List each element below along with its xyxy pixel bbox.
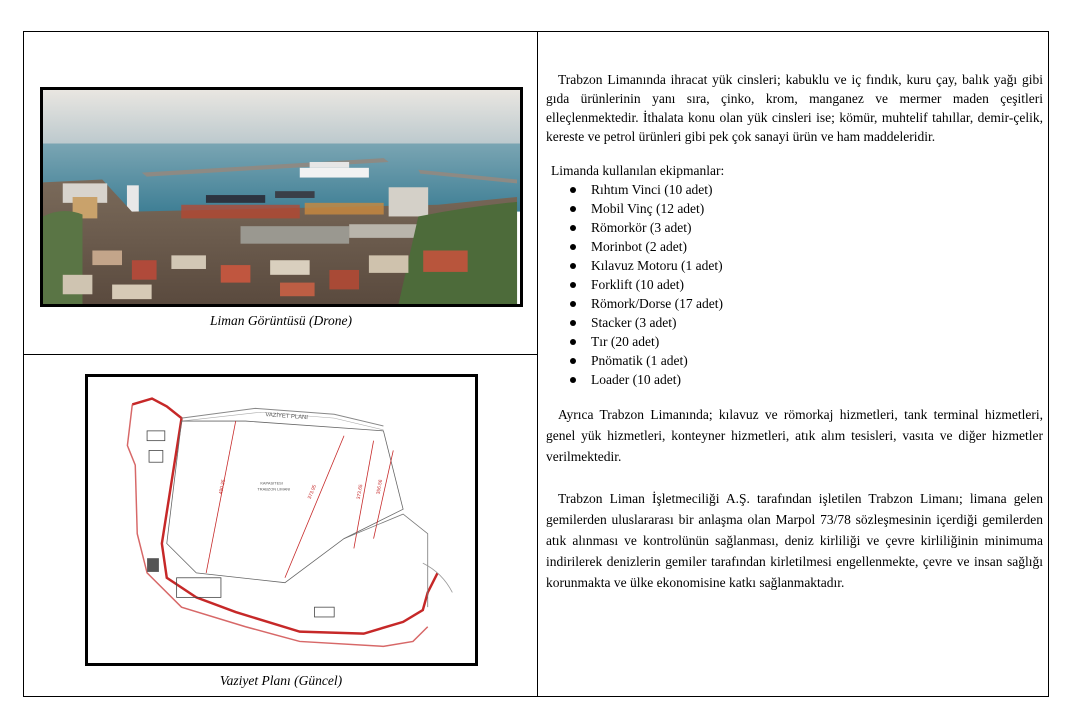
- plan-dim-label-1: 490.25: [218, 479, 228, 495]
- plan-dim-label-2: 373.95: [307, 484, 319, 501]
- photo-caption: Liman Görüntüsü (Drone): [209, 313, 352, 328]
- equipment-item: Rıhtım Vinci (10 adet): [591, 180, 1043, 199]
- port-drone-illustration: [43, 90, 520, 304]
- equipment-list: [546, 180, 1043, 389]
- equipment-item: Römork/Dorse (17 adet): [591, 294, 1043, 313]
- paragraph-marpol: Trabzon Liman İşletmeciliği A.Ş. tarafından işletilen Trabzon Limanı; limana gelen gemilerden uluslararası bir anlaşma olan Marpol 73/78 sözleşmesinin içerdiği gemilerden atık alınması ve kontrolünün sağlanması, deniz kirliliği ve çevre kirliliğinin minimuma indirilerek denizlerin gemiler tarafından kirletilmesi engellenmekte, çevre ve insan sağlığı korunmakta ve ülke ekonomisine katkı sağlanmaktadır.: [546, 491, 1043, 590]
- site-plan-illustration: [88, 377, 475, 663]
- paragraph-services: Ayrıca Trabzon Limanında; kılavuz ve römorkaj hizmetleri, tank terminal hizmetleri, genel yük hizmetleri, konteyner hizmetleri, atık alım tesisleri, vasıta ve diğer hizmetler verilmektedir.: [546, 407, 1043, 464]
- equipment-item: Forklift (10 adet): [591, 275, 1043, 294]
- equipment-item: Pnömatik (1 adet): [591, 351, 1043, 370]
- plan-title-label: VAZİYET PLANI: [265, 412, 309, 422]
- plan-caption: Vaziyet Planı (Güncel): [219, 673, 343, 688]
- equipment-item: Kılavuz Motoru (1 adet): [591, 256, 1043, 275]
- equipment-item: Stacker (3 adet): [591, 313, 1043, 332]
- plan-dim-label-4: 356.56: [376, 479, 385, 495]
- equipment-item: Morinbot (2 adet): [591, 237, 1043, 256]
- equipment-heading: Limanda kullanılan ekipmanlar:: [551, 163, 725, 178]
- description-text: [546, 70, 1043, 593]
- paragraph-cargo-types: Trabzon Limanında ihracat yük cinsleri; kabuklu ve iç fındık, kuru çay, balık yağı gibi gıda ürünlerinin yanı sıra, çinko, krom, manganez ve mermer maden çeşitleri elleçlenmektedir. İthalata konu olan yük cinsleri ise; kömür, muhtelif tahıllar, demir-çelik, kereste ve petrol ürünleri gibi pek çok sanayi ürün ve ham maddeleridir.: [546, 72, 1043, 144]
- document-table: [23, 31, 1049, 697]
- column-divider: [537, 32, 538, 696]
- equipment-item: Tır (20 adet): [591, 332, 1043, 351]
- port-drone-photo: [40, 87, 523, 307]
- plan-dim-label-3: 373.65: [356, 484, 365, 500]
- equipment-item: Loader (10 adet): [591, 370, 1043, 389]
- equipment-item: Römorkör (3 adet): [591, 218, 1043, 237]
- site-plan-drawing: [85, 374, 478, 666]
- row-divider: [24, 354, 538, 355]
- plan-center-label-1: KAPASITESI: [260, 480, 283, 486]
- equipment-item: Mobil Vinç (12 adet): [591, 199, 1043, 218]
- plan-center-label-2: TRABZON LIMANI: [257, 486, 291, 492]
